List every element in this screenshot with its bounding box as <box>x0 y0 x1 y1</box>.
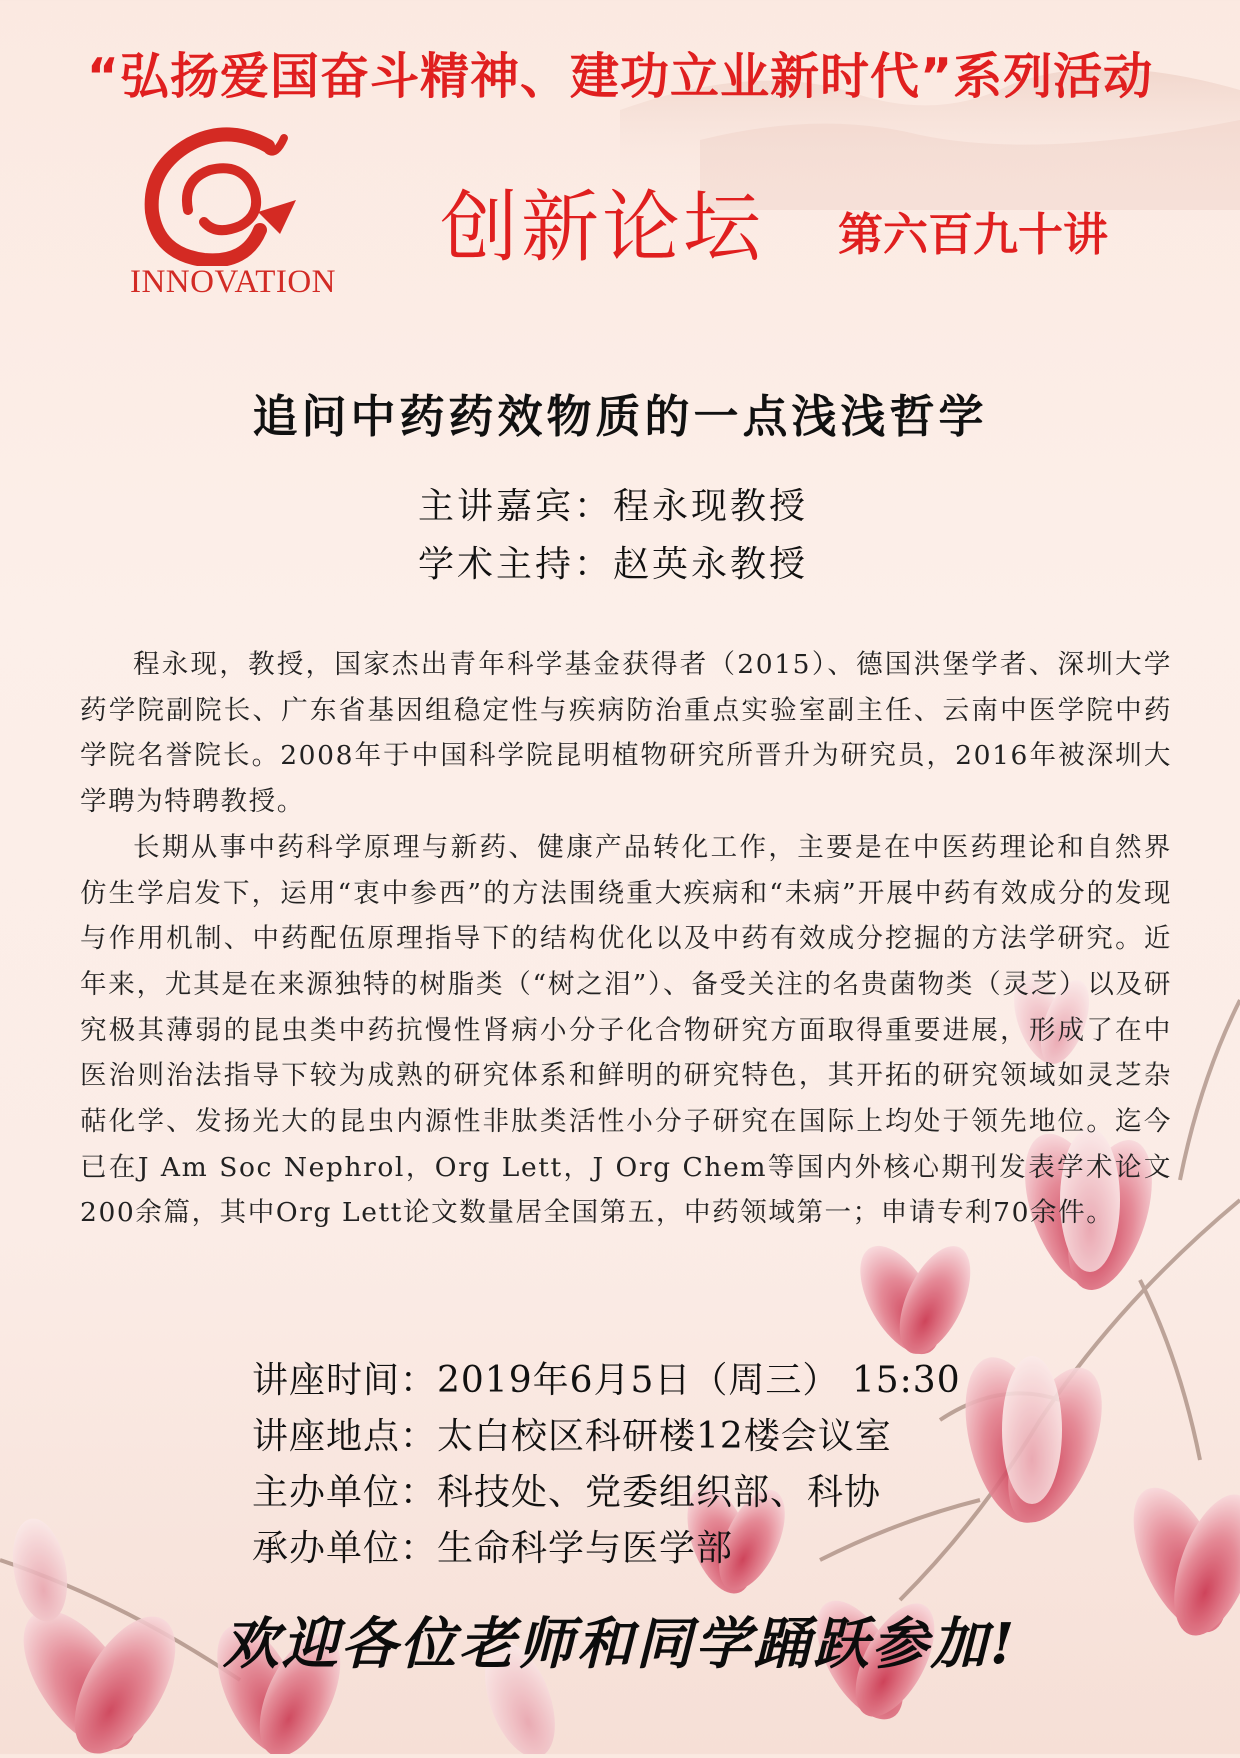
innovation-logo <box>118 126 348 306</box>
forum-title: 创新论坛 <box>440 183 765 273</box>
bio-paragraph: 程永现，教授，国家杰出青年科学基金获得者（2015）、德国洪堡学者、深圳大学药学院副院长、广东省基因组稳定性与疾病防治重点实验室副主任、云南中医学院中药学院名誉院长。2008年于中国科学院昆明植物研究所晋升为研究员，2016年被深圳大学聘为特聘教授。 <box>80 649 1172 818</box>
welcome-message: 欢迎各位老师和同学踊跃参加! <box>222 1611 1018 1677</box>
event-time: 讲座时间：2019年6月5日（周三） 15:30 <box>252 1360 961 1401</box>
bio-paragraph: 长期从事中药科学原理与新药、健康产品转化工作，主要是在中医药理论和自然界仿生学启发下，运用“衷中参西”的方法围绕重大疾病和“未病”开展中药有效成分的发现与作用机制、中药配伍原理指导下的结构优化以及中药有效成分挖掘的方法学研究。近年来，尤其是在来源独特的树脂类（“树之泪”）、备受关注的名贵菌物类（灵芝）以及研究极其薄弱的昆虫类中药抗慢性肾病小分子化合物研究方面取得重要进展，形成了在中医治则治法指导下较为成熟的研究体系和鲜明的研究特色，其开拓的研究领域如灵芝杂萜化学、发扬光大的昆虫内源性非肽类活性小分子研究在国际上均处于领先地位。迄今已在J Am Soc Nephrol，Org Lett，J Org Chem等国内外核心期刊发表学术论文200余篇，其中Org Lett论文数量居全国第五，中药领域第一；申请专利70余件。 <box>80 831 1172 1229</box>
event-place: 讲座地点：太白校区科研楼12楼会议室 <box>252 1416 892 1457</box>
swirl-logo-icon <box>118 126 348 266</box>
lecture-number: 第六百九十讲 <box>838 208 1109 261</box>
talk-title: 追问中药药效物质的一点浅浅哲学 <box>252 390 988 443</box>
event-co-organizer: 承办单位：生命科学与医学部 <box>252 1528 734 1569</box>
logo-text: INNOVATION <box>129 264 337 300</box>
speaker-line: 主讲嘉宾：程永现教授 <box>418 486 809 527</box>
host-line: 学术主持：赵英永教授 <box>418 544 809 585</box>
speaker-bio <box>80 642 1172 1236</box>
event-organizer: 主办单位：科技处、党委组织部、科协 <box>252 1472 882 1513</box>
series-title: “弘扬爱国奋斗精神、建功立业新时代”系列活动 <box>86 48 1154 105</box>
